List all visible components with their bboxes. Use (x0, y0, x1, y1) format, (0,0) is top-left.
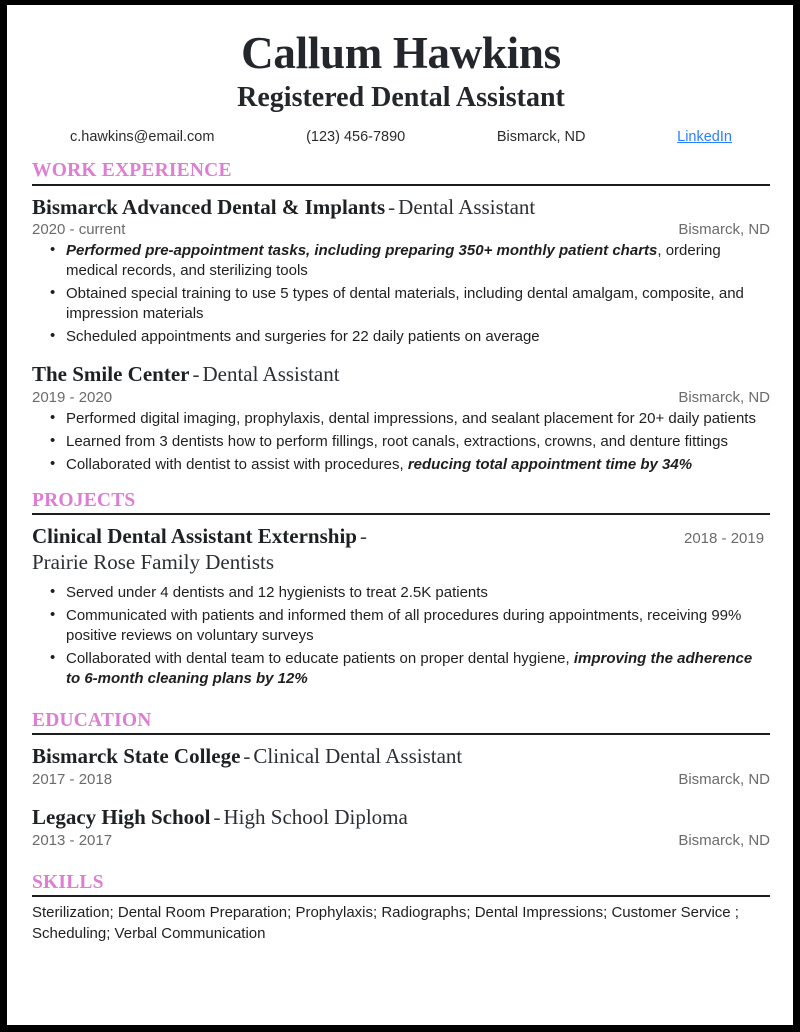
entry-role: Prairie Rose Family Dentists (32, 549, 275, 574)
work-entry (32, 195, 770, 347)
entry-bullet-list (32, 583, 770, 689)
entry-role: Dental Assistant (202, 362, 340, 387)
education-entry (32, 744, 770, 788)
entry-header (32, 195, 770, 221)
entry-header (32, 744, 770, 770)
entry-organization: Legacy High School (32, 805, 211, 830)
entry-title (32, 524, 674, 575)
entry-title (32, 744, 770, 770)
resume-header (32, 28, 770, 146)
entry-role: High School Diploma (223, 805, 408, 830)
bullet-text: Obtained special training to use 5 types of dental materials, including dental amalgam, composite, and impression materials (66, 285, 744, 323)
contact-linkedin-link[interactable]: LinkedIn (677, 129, 732, 146)
section-skills (32, 873, 770, 945)
entry-organization: Bismarck Advanced Dental & Implants (32, 194, 386, 219)
entry-meta-row (32, 771, 770, 788)
contact-phone[interactable]: (123) 456-7890 (306, 129, 406, 146)
list-item (64, 583, 770, 603)
project-entry (32, 524, 770, 689)
section-title-education: EDUCATION (32, 709, 152, 731)
entry-dates: 2017 - 2018 (32, 771, 113, 789)
entry-dates: 2013 - 2017 (32, 831, 113, 849)
section-title-work-experience: WORK EXPERIENCE (32, 160, 232, 182)
bullet-text: , ordering medical records, and sterilizing tools (66, 242, 721, 280)
entry-title (32, 805, 770, 831)
entry-dates: 2018 - 2019 (684, 530, 765, 548)
section-divider (32, 895, 770, 897)
entry-separator-dash: - (243, 744, 251, 769)
section-divider (32, 184, 770, 186)
entry-location: Bismarck, ND (678, 831, 770, 849)
bullet-text: Collaborated with dentist to assist with procedures, (66, 455, 408, 473)
section-title-projects: PROJECTS (32, 489, 136, 511)
entry-dates: 2019 - 2020 (32, 388, 113, 406)
contact-row (32, 129, 770, 145)
entry-header (32, 524, 770, 575)
entry-bullet-list (32, 241, 770, 347)
contact-email[interactable]: c.hawkins@email.com (70, 129, 215, 146)
entry-separator-dash: - (359, 524, 367, 549)
candidate-headline: Registered Dental Assistant (237, 82, 565, 113)
list-item (64, 649, 770, 689)
entry-location: Bismarck, ND (678, 221, 770, 239)
entry-title (32, 362, 770, 388)
bullet-text: Scheduled appointments and surgeries for 22 daily patients on average (66, 328, 540, 346)
candidate-name: Callum Hawkins (241, 28, 561, 78)
list-item (64, 606, 770, 646)
bullet-emphasis: Performed pre-appointment tasks, including preparing 350+ monthly patient charts (66, 242, 658, 260)
bullet-emphasis: reducing total appointment time by 34% (407, 455, 693, 473)
section-divider (32, 733, 770, 735)
entry-separator-dash: - (192, 362, 200, 387)
section-education (32, 711, 770, 849)
entry-separator-dash: - (388, 194, 396, 219)
section-projects (32, 491, 770, 689)
list-item (64, 409, 770, 429)
entry-role: Clinical Dental Assistant (253, 744, 463, 769)
work-entry (32, 362, 770, 474)
entry-separator-dash: - (213, 805, 221, 830)
entry-meta-row (32, 832, 770, 849)
entry-location: Bismarck, ND (678, 388, 770, 406)
entry-organization: Bismarck State College (32, 744, 241, 769)
entry-header (32, 805, 770, 831)
entry-header (32, 362, 770, 388)
entry-dates: 2020 - current (32, 221, 126, 239)
entry-bullet-list (32, 409, 770, 475)
section-divider (32, 513, 770, 515)
entry-role: Dental Assistant (398, 194, 536, 219)
section-title-skills: SKILLS (32, 871, 104, 893)
bullet-text: Learned from 3 dentists how to perform fillings, root canals, extractions, crowns, and denture fittings (66, 432, 728, 450)
bullet-text: Performed digital imaging, prophylaxis, dental impressions, and sealant placement for 20+ daily patients (66, 409, 756, 427)
bullet-text: Served under 4 dentists and 12 hygienists to treat 2.5K patients (66, 584, 488, 602)
list-item (64, 284, 770, 324)
skills-list: Sterilization; Dental Room Preparation; Prophylaxis; Radiographs; Dental Impressions; Customer Service ; Scheduling; Verbal Communication (32, 904, 739, 942)
entry-meta-row (32, 389, 770, 406)
contact-location: Bismarck, ND (496, 129, 586, 146)
entry-location: Bismarck, ND (678, 771, 770, 789)
entry-title (32, 195, 770, 221)
section-work-experience (32, 161, 770, 474)
list-item (64, 241, 770, 281)
list-item (64, 327, 770, 347)
list-item (64, 455, 770, 475)
resume-page (7, 5, 793, 1025)
entry-organization: Clinical Dental Assistant Externship (32, 524, 357, 549)
education-entry (32, 805, 770, 849)
list-item (64, 432, 770, 452)
entry-organization: The Smile Center (32, 362, 190, 387)
bullet-emphasis: improving the adherence to 6-month cleaning plans by 12% (66, 650, 753, 688)
bullet-text: Communicated with patients and informed them of all procedures during appointments, receiving 99% positive reviews on voluntary surveys (66, 607, 742, 645)
entry-meta-row (32, 221, 770, 238)
bullet-text: Collaborated with dental team to educate patients on proper dental hygiene, (66, 650, 574, 668)
